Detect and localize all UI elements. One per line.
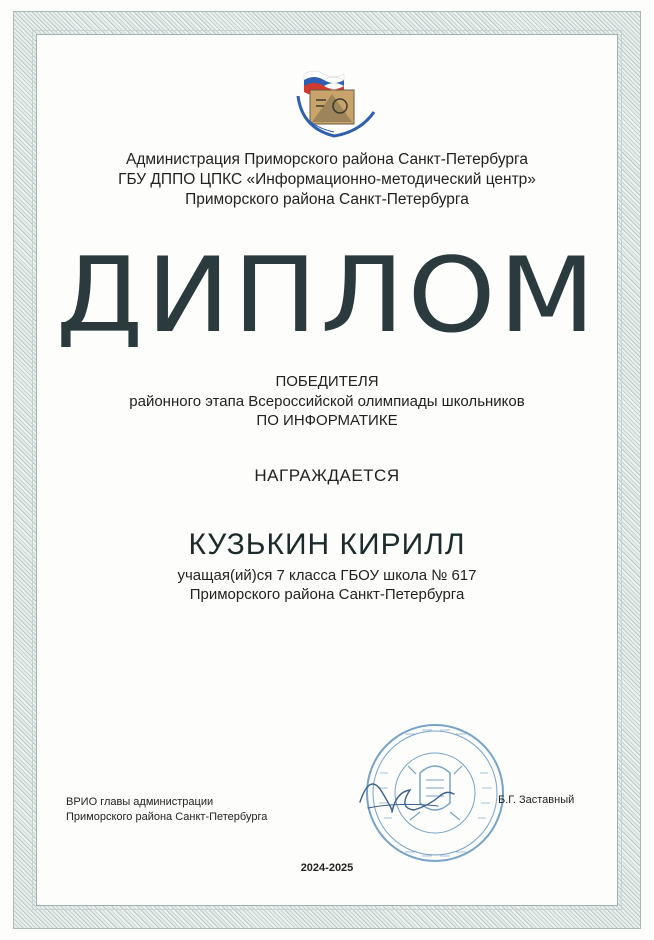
recipient-details (0, 566, 654, 604)
award-line-3: ПО ИНФОРМАТИКЕ (256, 412, 398, 429)
recipient-line-2: Приморского района Санкт-Петербурга (189, 586, 465, 603)
recipient-line-1: учащая(ий)ся 7 класса ГБОУ школа № 617 (177, 567, 477, 584)
signatory-name: Б.Г. Заставный (498, 794, 575, 806)
signature-icon (340, 762, 480, 832)
award-block (0, 372, 654, 431)
diploma-title: ДИПЛОМ (55, 236, 599, 356)
issuer-line-1: Администрация Приморского района Санкт-Петербурга (126, 151, 528, 168)
signatory-position-line-2: Приморского района Санкт-Петербурга (66, 811, 268, 823)
olympiad-logo-icon (290, 66, 380, 142)
recipient-name: КУЗЬКИН КИРИЛЛ (188, 528, 466, 561)
signatory-position-line-1: ВРИО главы администрации (66, 796, 214, 808)
award-line-1: ПОБЕДИТЕЛЯ (275, 373, 379, 390)
signatory-position (66, 795, 267, 825)
issuer-block (0, 150, 654, 210)
academic-year: 2024-2025 (300, 862, 354, 874)
award-line-2: районного этапа Всероссийской олимпиады школьников (129, 392, 525, 410)
issuer-line-2: ГБУ ДППО ЦПКС «Информационно-методический центр» (118, 171, 536, 188)
issuer-line-3: Приморского района Санкт-Петербурга (185, 191, 469, 208)
awarded-label: НАГРАЖДАЕТСЯ (254, 466, 400, 485)
